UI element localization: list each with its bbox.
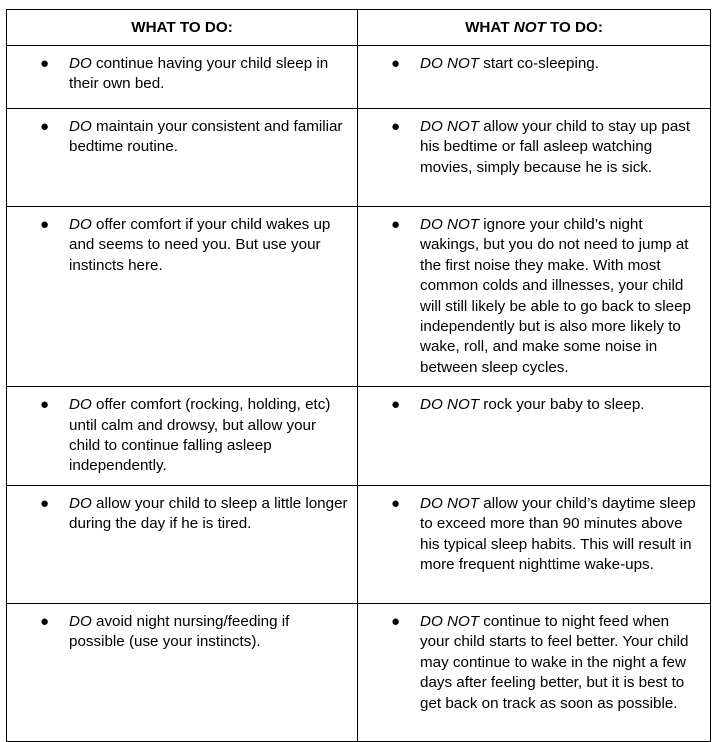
bullet-icon: ● bbox=[391, 118, 401, 135]
bullet-icon: ● bbox=[40, 396, 50, 414]
table-row bbox=[7, 603, 711, 741]
do-item-text: DO offer comfort if your child wakes up and seems to need you. But use your instincts here. bbox=[69, 216, 331, 274]
dont-cell bbox=[358, 603, 711, 741]
do-item-text: DO continue having your child sleep in their own bed. bbox=[69, 55, 329, 93]
bullet-icon: ● bbox=[391, 494, 401, 512]
table-row bbox=[7, 387, 711, 486]
dont-item-text: DO NOT continue to night feed when your child starts to feel better. Your child may continue to wake in the night a few days after feeling better, but it is best to get back on track as soon as possible. bbox=[420, 612, 689, 712]
dont-cell bbox=[358, 207, 711, 387]
bullet-icon: ● bbox=[40, 612, 50, 630]
dont-item-text: DO NOT rock your baby to sleep. bbox=[420, 396, 645, 414]
do-item-text: DO allow your child to sleep a little longer during the day if he is tired. bbox=[69, 494, 348, 533]
bullet-icon: ● bbox=[391, 612, 401, 630]
bullet-icon: ● bbox=[391, 396, 401, 414]
do-cell bbox=[7, 207, 358, 387]
dont-item-text: DO NOT allow your child to stay up past his bedtime or fall asleep watching movies, simply because he is sick. bbox=[420, 118, 691, 176]
bullet-icon: ● bbox=[40, 55, 50, 72]
do-dont-table bbox=[6, 9, 711, 742]
table-row bbox=[7, 109, 711, 207]
header-what-not-to-do bbox=[358, 10, 711, 46]
do-item-text: DO offer comfort (rocking, holding, etc) until calm and drowsy, but allow your child to continue falling asleep independently. bbox=[69, 396, 331, 475]
table-row bbox=[7, 485, 711, 603]
dont-item-text: DO NOT start co-sleeping. bbox=[420, 55, 599, 72]
do-cell bbox=[7, 603, 358, 741]
header-right-prefix: WHAT bbox=[465, 19, 514, 36]
bullet-icon: ● bbox=[40, 494, 50, 512]
dont-cell bbox=[358, 485, 711, 603]
do-item-text: DO maintain your consistent and familiar bedtime routine. bbox=[69, 118, 343, 156]
do-item-text: DO avoid night nursing/feeding if possible (use your instincts). bbox=[69, 612, 290, 651]
dont-item-text: DO NOT ignore your child’s night wakings, but you do not need to jump at the first noise they make. With most common colds and illnesses, your child will still likely be able to go back to sleep independently but is also more likely to wake, roll, and make some noise in between sleep cycles. bbox=[420, 216, 691, 376]
table-row bbox=[7, 46, 711, 109]
do-cell bbox=[7, 485, 358, 603]
header-what-to-do: WHAT TO DO: bbox=[7, 10, 358, 46]
bullet-icon: ● bbox=[391, 216, 401, 233]
header-row bbox=[7, 10, 711, 46]
dont-cell bbox=[358, 387, 711, 486]
header-right-emphasis: NOT bbox=[513, 19, 546, 36]
do-cell bbox=[7, 387, 358, 486]
table-row bbox=[7, 207, 711, 387]
do-cell bbox=[7, 46, 358, 109]
bullet-icon: ● bbox=[40, 118, 50, 135]
bullet-icon: ● bbox=[391, 55, 401, 72]
bullet-icon: ● bbox=[40, 216, 50, 233]
do-cell bbox=[7, 109, 358, 207]
dont-cell bbox=[358, 46, 711, 109]
dont-cell bbox=[358, 109, 711, 207]
header-right-suffix: TO DO: bbox=[545, 19, 603, 36]
dont-item-text: DO NOT allow your child’s daytime sleep to exceed more than 90 minutes above his typical sleep habits. This will result in more frequent nighttime wake-ups. bbox=[420, 494, 696, 574]
